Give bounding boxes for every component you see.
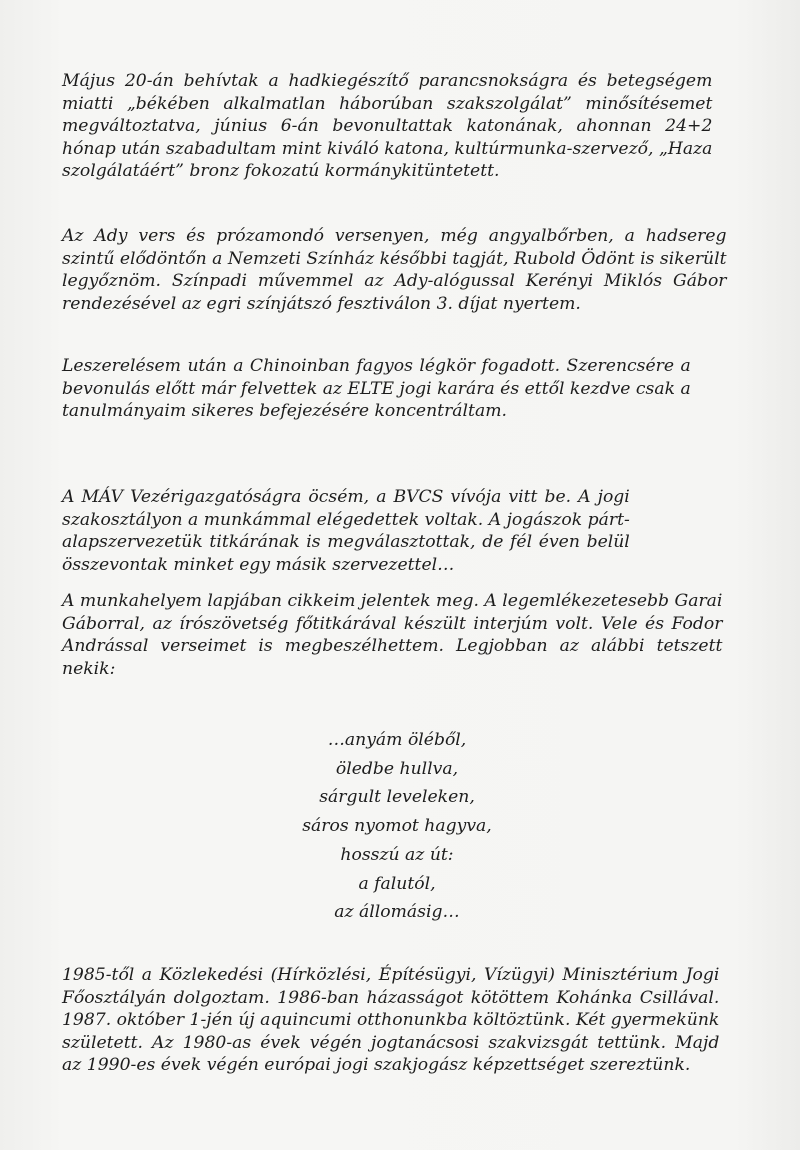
text-line: megváltoztatva, június 6-án bevonultattak katonának, ahonnan 24+2 (62, 116, 713, 136)
text-line: nekik: (62, 658, 116, 679)
text-line: rendezésével az egri színjátszó fesztiválon 3. díjat nyertem. (62, 293, 581, 314)
poem-line: sáros nyomot hagyva, (302, 816, 492, 837)
text-line: Az Ady vers és prózamondó versenyen, még angyalbőrben, a hadsereg (62, 226, 727, 246)
text-line: alapszervezetük titkárának is megválasztottak, de fél éven belül (62, 532, 630, 552)
text-line: legyőznöm. Színpadi művemmel az Ady-alógussal Kerényi Miklós Gábor (62, 271, 727, 291)
text-line: A munkahelyem lapjában cikkeim jelentek meg. A legemlékezetesebb Garai (62, 591, 723, 611)
poem-line: hosszú az út: (340, 844, 454, 865)
text-line: született. Az 1980-as évek végén jogtanácsosi szakvizsgát tettünk. Majd (62, 1032, 720, 1053)
poem-line: a falutól, (358, 873, 436, 894)
text-line: Leszerelésem után a Chinoinban fagyos légkör fogadott. Szerencsére a (62, 356, 691, 376)
text-line: összevontak minket egy másik szervezettel… (62, 554, 455, 575)
text-line: 1987. október 1-jén új aquincumi otthonunkba költöztünk. Két gyermekünk (62, 1010, 720, 1030)
text-line: tanulmányaim sikeres befejezésére koncentráltam. (62, 401, 507, 421)
poem-line: az állomásig… (334, 902, 460, 923)
text-line: az 1990-es évek végén európai jogi szakjogász képzettséget szereztünk. (62, 1055, 691, 1075)
poem (277, 726, 517, 927)
text-line: szintű elődöntőn a Nemzeti Színház későbbi tagját, Rubold Ödönt is sikerült (62, 248, 727, 269)
text-line: szakosztályon a munkámmal elégedettek voltak. A jogászok párt- (62, 509, 630, 530)
paragraph-mav (62, 486, 630, 576)
text-line: 1985-től a Közlekedési (Hírközlési, Építésügyi, Vízügyi) Minisztérium Jogi (62, 965, 720, 985)
text-line: bevonulás előtt már felvettek az ELTE jogi karára és ettől kezdve csak a (62, 378, 691, 399)
poem-line: öledbe hullva, (335, 758, 459, 779)
poem-line: sárgult leveleken, (319, 787, 475, 808)
text-line: Május 20-án behívtak a hadkiegészítő parancsnokságra és betegségem (62, 71, 713, 91)
poem-line: …anyám öléből, (327, 730, 467, 750)
text-line: Gáborral, az írószövetség főtitkárával készült interjúm volt. Vele és Fodor (62, 613, 723, 634)
text-line: hónap után szabadultam mint kiváló katona, kultúrmunka-szervező, „Haza (62, 138, 713, 159)
text-line: A MÁV Vezérigazgatóságra öcsém, a BVCS vívója vitt be. A jogi (62, 487, 630, 507)
paragraph-workplace-journal (62, 590, 722, 680)
paragraph-ministry-career (62, 964, 719, 1077)
text-line: Andrással verseimet is megbeszélhettem. Legjobban az alábbi tetszett (62, 636, 723, 656)
paragraph-discharge (62, 355, 691, 423)
paragraph-military-service (62, 70, 712, 183)
paragraph-ady-competition (62, 225, 727, 315)
text-line: szolgálatáért” bronz fokozatú kormánykitüntetett. (62, 161, 500, 181)
text-line: miatti „békében alkalmatlan háborúban szakszolgálat” minősítésemet (62, 93, 713, 114)
text-line: Főosztályán dolgoztam. 1986-ban házasságot kötöttem Kohánka Csillával. (62, 987, 720, 1008)
